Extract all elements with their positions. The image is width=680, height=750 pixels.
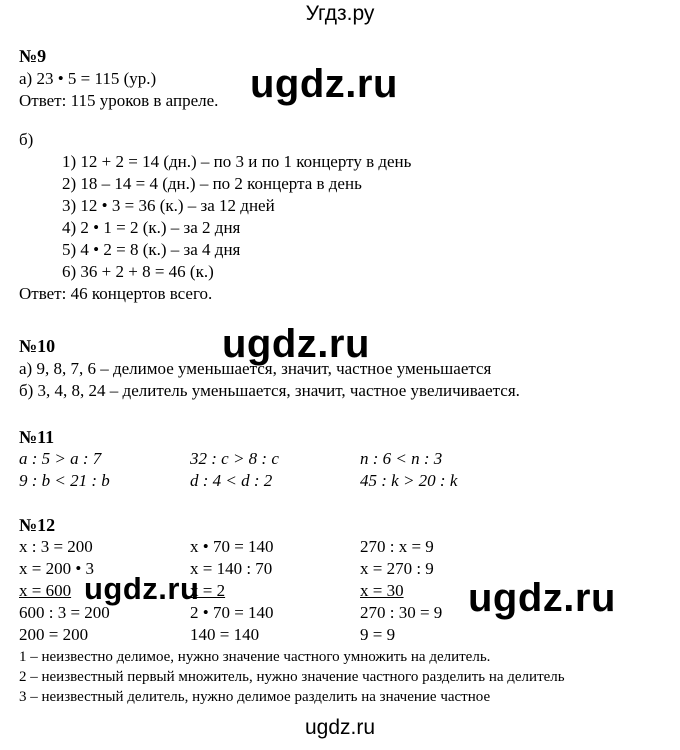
task9-step: 3) 12 • 3 = 36 (к.) – за 12 дней [62,196,275,215]
task12-note: 1 – неизвестно делимое, нужно значение частного умножить на делитель. [19,649,491,665]
task9-step: 6) 36 + 2 + 8 = 46 (к.) [62,262,214,281]
task9-step: 5) 4 • 2 = 8 (к.) – за 4 дня [62,240,241,259]
task12-cell: x = 270 : 9 [360,559,434,578]
site-header[interactable]: Угдз.ру [305,2,375,25]
task9-title: №9 [19,46,47,66]
task10-title: №10 [19,336,56,356]
task12-note: 2 – неизвестный первый множитель, нужно значение частного разделить на делитель [19,669,565,685]
task9-step: 1) 12 + 2 = 14 (дн.) – по 3 и по 1 концерту в день [62,152,412,171]
task12-cell: x = 140 : 70 [190,559,273,578]
task12-cell: x • 70 = 140 [190,537,274,556]
watermark: ugdz.ru [250,62,398,106]
task9-step: 4) 2 • 1 = 2 (к.) – за 2 дня [62,218,241,237]
task12-cell: x : 3 = 200 [19,537,93,556]
task9-b-label: б) [19,130,34,149]
task12-check: 2 • 70 = 140 [190,603,274,622]
task11-title: №11 [19,427,55,447]
watermark: ugdz.ru [468,576,616,620]
task12-result: x = 600 [19,581,72,600]
task11-cell: 9 : b < 21 : b [19,471,110,490]
task12-check: 200 = 200 [19,625,89,644]
task12-check: 9 = 9 [360,625,396,644]
task11-cell: d : 4 < d : 2 [190,471,273,490]
task12-cell: 270 : x = 9 [360,537,434,556]
task11-cell: 45 : k > 20 : k [360,471,458,490]
task12-check: 140 = 140 [190,625,260,644]
task9-step: 2) 18 – 14 = 4 (дн.) – по 2 концерта в день [62,174,362,193]
task12-note: 3 – неизвестный делитель, нужно делимое разделить на значение частное [19,689,491,705]
task10-b: б) 3, 4, 8, 24 – делитель уменьшается, значит, частное увеличивается. [19,381,520,400]
task12-check: 600 : 3 = 200 [19,603,110,622]
task12-cell: x = 200 • 3 [19,559,95,578]
task11-cell: 32 : c > 8 : c [190,449,279,468]
task9-a-solution: а) 23 • 5 = 115 (ур.) [19,69,157,88]
task12-result: x = 2 [190,581,226,600]
task12-title: №12 [19,515,56,535]
watermark: ugdz.ru [222,322,370,366]
task12-check: 270 : 30 = 9 [360,603,443,622]
watermark: ugdz.ru [84,571,200,606]
site-footer[interactable]: ugdz.ru [304,716,376,739]
task12-result: x = 30 [360,581,404,600]
task11-cell: a : 5 > a : 7 [19,449,102,468]
task9-a-answer: Ответ: 115 уроков в апреле. [19,91,219,110]
task9-b-answer: Ответ: 46 концертов всего. [19,284,213,303]
task10-a: а) 9, 8, 7, 6 – делимое уменьшается, значит, частное уменьшается [19,359,492,378]
task11-cell: n : 6 < n : 3 [360,449,443,468]
